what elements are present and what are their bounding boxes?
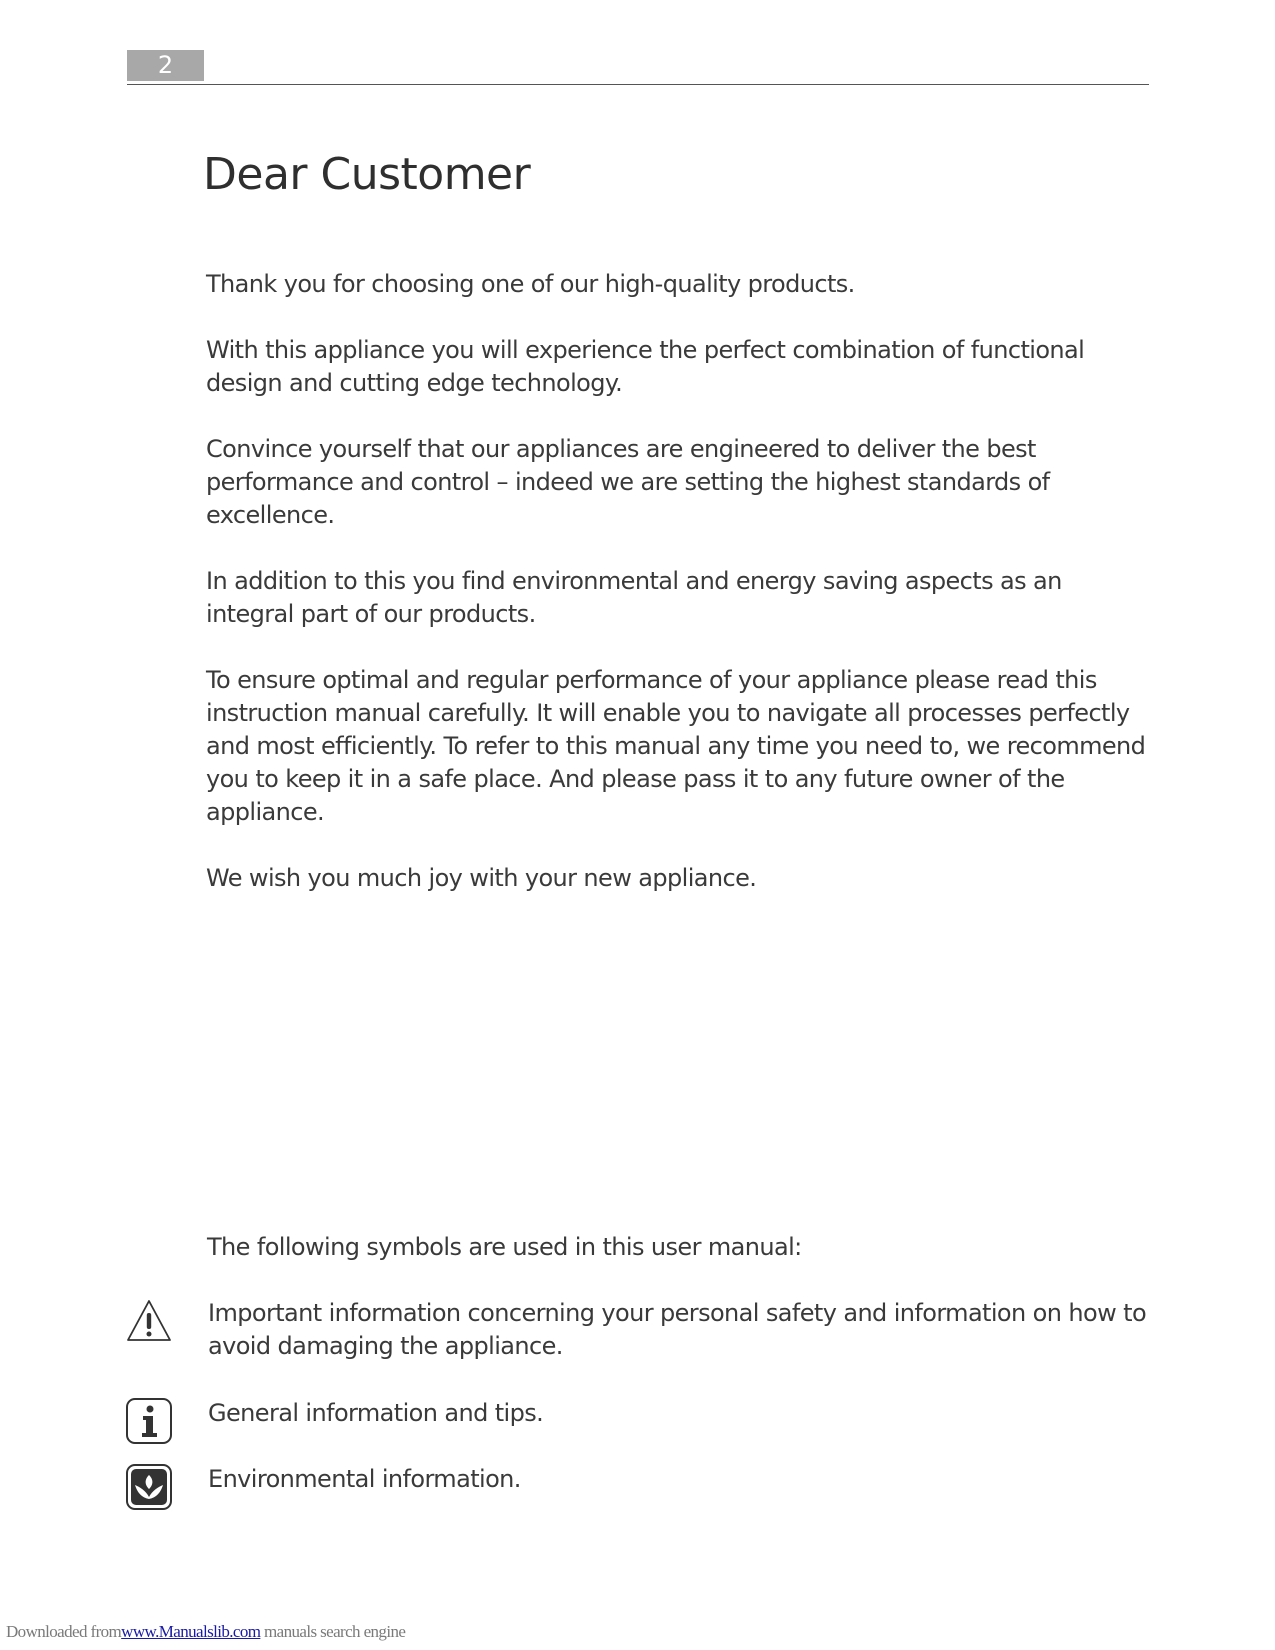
symbol-text-environment: Environmental information. [208,1465,521,1493]
footer-suffix: manuals search engine [260,1622,406,1641]
page-title: Dear Customer [203,149,531,200]
intro-paragraph-wish: We wish you much joy with your new appliance. [206,864,757,892]
intro-paragraph-design: With this appliance you will experience the perfect combination of functional design and cutting edge technology. [206,336,1085,397]
intro-paragraph-environment: In addition to this you find environmental and energy saving aspects as an integral part of our products. [206,567,1062,628]
environment-icon [125,1463,173,1511]
header-rule [127,84,1149,85]
warning-triangle-icon [125,1297,173,1345]
intro-paragraph-performance: Convince yourself that our appliances are engineered to deliver the best performance and control – indeed we are setting the highest standards of excellence. [206,435,1050,529]
manualslib-link[interactable]: www.Manualslib.com [121,1622,261,1641]
intro-paragraph-manual: To ensure optimal and regular performance of your appliance please read this instruction manual carefully. It will enable you to navigate all processes perfectly and most efficiently. To refer to this manual any time you need to, we recommend you to keep it in a safe place. And please pass it to any future owner of the appliance. [206,666,1146,826]
intro-text [206,268,1156,928]
page-number: 2 [127,50,204,81]
footer [6,1622,405,1642]
symbol-text-warning: Important information concerning your personal safety and information on how to avoid damaging the appliance. [208,1299,1147,1360]
symbols-lead: The following symbols are used in this user manual: [207,1233,802,1261]
intro-paragraph-thanks: Thank you for choosing one of our high-quality products. [206,270,855,298]
footer-prefix: Downloaded from [6,1622,122,1641]
symbol-text-info: General information and tips. [208,1399,544,1427]
info-icon [125,1397,173,1445]
